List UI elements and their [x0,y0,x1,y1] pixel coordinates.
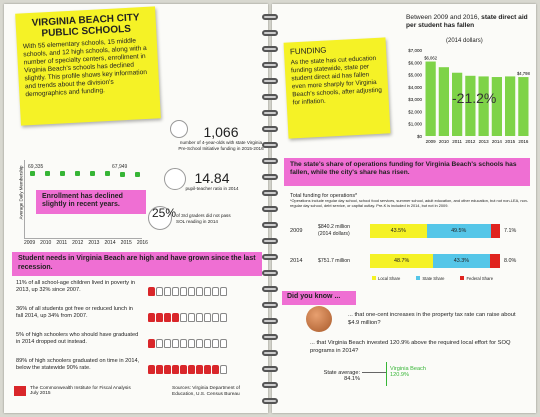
x-tick-label: 2013 [478,139,489,144]
stat-1-value: 1,066 [203,124,239,140]
share-row-2014: 2014 $751.7 million 48.7% 43.3% 8.0% [290,252,530,272]
people-icons [148,358,228,384]
y-tick-label: $2,000 [408,109,422,115]
x-tick-label: 2011 [452,139,462,144]
stat-2-text: pupil-teacher ratio in 2014 [185,186,239,191]
stat-3 [152,206,177,220]
aid-bar [505,76,515,136]
x-tick-label: 2016 [518,139,529,144]
funding-text: As the state has cut education funding statewide, state per student direct aid has fallen even more sharply for Virginia Beach's schools, after adjusting for inflation. [290,54,383,107]
y-tick-label: $7,000 [408,48,422,53]
x-tick-label: 2012 [465,139,476,144]
y-tick-label: $1,000 [408,121,422,127]
people-icons [148,332,228,358]
y-tick-label: $4,000 [408,84,422,90]
x-tick-label: 2010 [438,139,449,144]
share-note: *Operations include regular day school, school food services, summer school, adult education, and other education, but not non-LEA, non-regular day school, debt service, or capital outlay. Pre-K is included in 2014, but not in 2009. [290,198,529,208]
aid-bar [479,76,489,136]
page-title: VIRGINIA BEACH CITY PUBLIC SCHOOLS [31,12,140,40]
need-item: 36% of all students got free or reduced lunch in fall 2014, up 34% from 2007. [16,306,262,332]
enroll-years: 2009 2010 2011 2012 2013 2014 2015 2016 [24,240,148,246]
aid-bar [426,62,436,136]
footer-right: Sources: Virginia Department of Education, U.S. Census Bureau [172,386,240,397]
comparison-vb-line [386,362,387,386]
dyk-q2: ... that Virginia Beach invested 120.9% above the required local effort for SOQ programs in 2014? [310,340,511,354]
share-legend: Local Share State Share Federal Share [372,276,493,281]
x-tick-label: 2014 [491,139,502,144]
share-heading: Total funding for operations* [290,193,358,199]
x-tick-label: 2015 [505,139,516,144]
x-tick-label: 2009 [425,139,436,144]
aid-bar [439,67,449,136]
y-tick-label: $0 [416,134,422,139]
bar-data-label: $6,062 [424,55,438,61]
funding-title: FUNDING [289,45,327,57]
aid-bar [492,77,502,136]
footer-left: The Commonwealth Institute for Fiscal Analysis July 2015 [30,386,131,396]
state-average: State average: 84.1% [323,370,360,382]
needs-callout: Student needs in Virginia Beach are high and have grown since the last recession. [12,252,262,276]
aid-change: -21.2% [452,90,497,106]
aid-chart-subtitle: (2014 dollars) [446,38,483,44]
comparison-line [362,372,386,373]
penny-icon [306,306,332,332]
need-item: 89% of high schoolers graduated on time in 2014, below the statewide 90% rate. [16,358,262,384]
enroll-first-label: 69,335 [28,164,44,170]
enroll-last-label: 67,949 [112,164,128,170]
enroll-ylabel: Average Daily Membership [18,165,24,220]
stat-3-text: of 3rd graders did not pass SOL reading in 2014 [176,213,231,224]
enroll-callout: Enrollment has declined slightly in recent years. [36,190,146,214]
people-icons [148,306,228,332]
intro-note [15,6,161,125]
bar-data-label: $4,798 [516,71,530,77]
y-tick-label: $3,000 [408,97,422,103]
aid-chart-title: Between 2009 and 2016, state direct aid per student has fallen [406,14,528,30]
share-row-2009: 2009 $840.2 million (2014 dollars) 43.5% 49.5% 7.1% [290,224,517,237]
y-tick-label: $5,000 [408,72,422,78]
stat-2-value: 14.84 [194,170,230,186]
footer-logo [14,386,26,396]
stat-1 [176,124,266,151]
stat-3-value: 25% [152,206,177,220]
needs-list [16,280,262,384]
aid-bar [518,77,528,136]
vb-value: Virginia Beach 120.9% [390,366,426,378]
need-item: 11% of all school-age children lived in poverty in 2013, up 32% since 2007. [16,280,262,306]
y-tick-label: $6,000 [408,60,422,66]
people-icons [148,280,228,306]
dyk-title: Did you know ... [282,291,356,305]
stat-1-text: number of 4-year-olds with state Virginia Pre-School Initiative funding in 2015-2016 [178,140,264,151]
intro-text: With 55 elementary schools, 15 middle schools, and 12 high schools, along with a number of specialty centers, enrollment in Virginia Beach's schools has declined slightly. This profile shows key information and trends about the division's demographics and funding. [22,37,148,99]
dyk-q1: ... that one-cent increases in the property tax rate can raise about $4.9 million? [348,312,516,326]
need-item: 5% of high schoolers who should have graduated in 2014 dropped out instead. [16,332,262,358]
share-callout: The state's share of operations funding for Virginia Beach's schools has fallen, while the city's share has risen. [284,158,530,186]
stat-2 [172,170,252,191]
funding-note [284,37,391,138]
